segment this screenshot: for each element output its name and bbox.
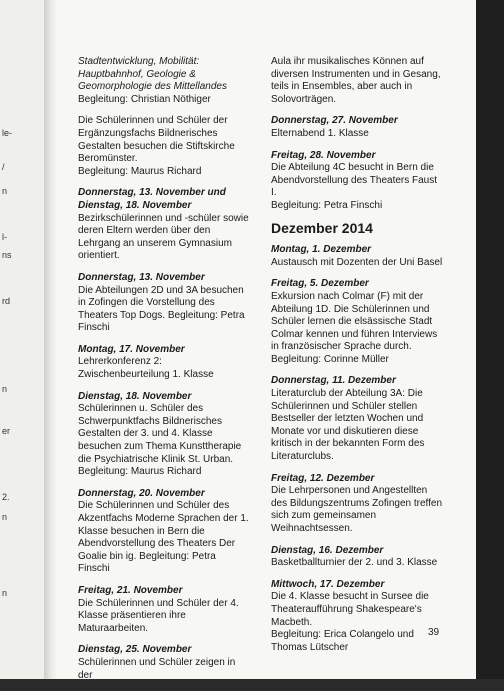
entry-body: Die Lehrpersonen und Angestellten des Bildungszentrums Zofingen treffen sich zum gemeinsamen Weihnachtsessen.	[271, 485, 443, 534]
calendar-entry	[78, 272, 250, 335]
calendar-entry	[78, 644, 250, 682]
fragment-text: rd	[2, 296, 11, 306]
calendar-entry	[78, 187, 250, 263]
entry-date: Freitag, 28. November	[271, 149, 376, 161]
entry-date: Mittwoch, 17. Dezember	[271, 578, 385, 590]
entry-body: Basketballturnier der 2. und 3. Klasse	[271, 557, 438, 569]
page-number: 39	[428, 627, 440, 638]
entry-intro: Stadtentwicklung, Mobilität: Hauptbahnhof, Geologie & Geomorphologie des Mittellandes	[78, 56, 227, 93]
entry-date: Donnerstag, 27. November	[271, 115, 398, 127]
entry-body: Die 4. Klasse besucht in Sursee die Theateraufführung Shakespeare's Macbeth. Begleitung: Erica Colangelo und Thomas Lütscher	[271, 591, 429, 653]
left-column	[78, 56, 250, 691]
text-paragraph	[78, 115, 250, 178]
calendar-entry	[271, 115, 443, 140]
entry-body: Literaturclub der Abteilung 3A: Die Schülerinnen und Schüler stellen Bestseller der letzten Wochen und Monate vor und diskutieren diese kritisch in der bekannten Form des Literaturclubs.	[271, 388, 425, 463]
calendar-entry	[78, 585, 250, 635]
calendar-entry	[271, 473, 443, 536]
entry-date: Freitag, 5. Dezember	[271, 278, 369, 290]
entry-body: Die Schülerinnen und Schüler der Ergänzungsfachs Bildnerisches Gestalten besuchen die Stiftskirche Beromünster. Begleitung: Maurus Richard	[78, 115, 235, 177]
entry-date: Dienstag, 18. November	[78, 390, 192, 402]
entry-date: Freitag, 21. November	[78, 584, 183, 596]
calendar-entry	[78, 391, 250, 479]
entry-date: Dienstag, 25. November	[78, 644, 192, 656]
calendar-entry	[271, 244, 443, 269]
calendar-entry	[271, 579, 443, 655]
entry-body: Die Abteilungen 2D und 3A besuchen in Zofingen die Vorstellung des Theaters Top Dogs. Begleitung: Petra Finschi	[78, 284, 245, 334]
book-gutter	[44, 0, 56, 679]
right-column-december	[271, 244, 443, 654]
entry-body: Austausch mit Dozenten der Uni Basel	[271, 256, 443, 268]
entry-body: Elternabend 1. Klasse	[271, 127, 369, 139]
entry-body: Bezirkschülerinnen und -schüler sowie deren Eltern werden über den Lehrgang an unserem Gymnasium orientiert.	[78, 212, 249, 262]
fragment-text: n	[2, 384, 8, 394]
calendar-entry	[271, 545, 443, 570]
month-heading: Dezember 2014	[271, 219, 373, 236]
background-edge	[476, 0, 504, 679]
entry-date: Freitag, 12. Dezember	[271, 472, 375, 484]
entry-body: Schülerinnen u. Schüler des Schwerpunktfachs Bildnerisches Gestalten der 3. und 4. Klasse besuchen zum Thema Kunsttherapie die Psychiatrische Klinik St. Urban. Begleitung: Maurus Richard	[78, 403, 242, 478]
fragment-text: ns	[2, 250, 12, 260]
adjacent-page-sliver	[0, 0, 44, 679]
entry-body: Die Abteilung 4C besucht in Bern die Abendvorstellung des Theaters Faust I. Begleitung: Petra Finschi	[271, 162, 438, 211]
fragment-text: /	[2, 162, 5, 172]
text-paragraph	[271, 56, 443, 106]
entry-date: Montag, 17. November	[78, 343, 185, 355]
entry-body: Lehrerkonferenz 2: Zwischenbeurteilung 1. Klasse	[78, 356, 214, 381]
entry-date: Donnerstag, 13. November und Dienstag, 18. November	[78, 187, 226, 211]
fragment-text: 2.	[2, 492, 10, 502]
entry-body: Aula ihr musikalisches Können auf diversen Instrumenten und in Gesang, teils in Ensembles, aber auch in Solovorträgen.	[271, 56, 441, 105]
fragment-text: le-	[2, 128, 13, 138]
entry-date: Montag, 1. Dezember	[271, 244, 372, 256]
entry-date: Donnerstag, 11. Dezember	[271, 375, 396, 387]
calendar-entry	[271, 278, 443, 366]
right-column	[271, 56, 443, 663]
calendar-entry	[271, 150, 443, 213]
entry-body: Schülerinnen und Schüler zeigen in der	[78, 656, 236, 681]
calendar-entry	[78, 488, 250, 576]
entry-body: Begleitung: Christian Nöthiger	[78, 93, 211, 105]
calendar-entry	[271, 375, 443, 463]
fragment-text: er	[2, 426, 11, 436]
fragment-text: n	[2, 588, 8, 598]
entry-date: Donnerstag, 20. November	[78, 487, 205, 499]
entry-body: Exkursion nach Colmar (F) mit der Abteilung 1D. Die Schülerinnen und Schüler lernen die elsässische Stadt Colmar kennen und führen Interviews in französischer Sprache durch. Begleitung: Corinne Müller	[271, 290, 438, 365]
fragment-text: n	[2, 186, 8, 196]
entry-body: Die Schülerinnen und Schüler des Akzentfachs Moderne Sprachen der 1. Klasse besuchen in Bern die Abendvorstellung des Theaters Der Goalie bin ig. Begleitung: Petra Finschi	[78, 500, 249, 575]
right-column-november	[271, 56, 443, 213]
fragment-text: n	[2, 512, 8, 522]
entry-date: Dienstag, 16. Dezember	[271, 544, 384, 556]
entry-body: Die Schülerinnen und Schüler der 4. Klasse präsentieren ihre Maturaarbeiten.	[78, 597, 239, 634]
entry-date: Donnerstag, 13. November	[78, 271, 205, 283]
calendar-entry	[78, 344, 250, 382]
fragment-text: l-	[2, 232, 7, 242]
text-paragraph	[78, 56, 250, 106]
